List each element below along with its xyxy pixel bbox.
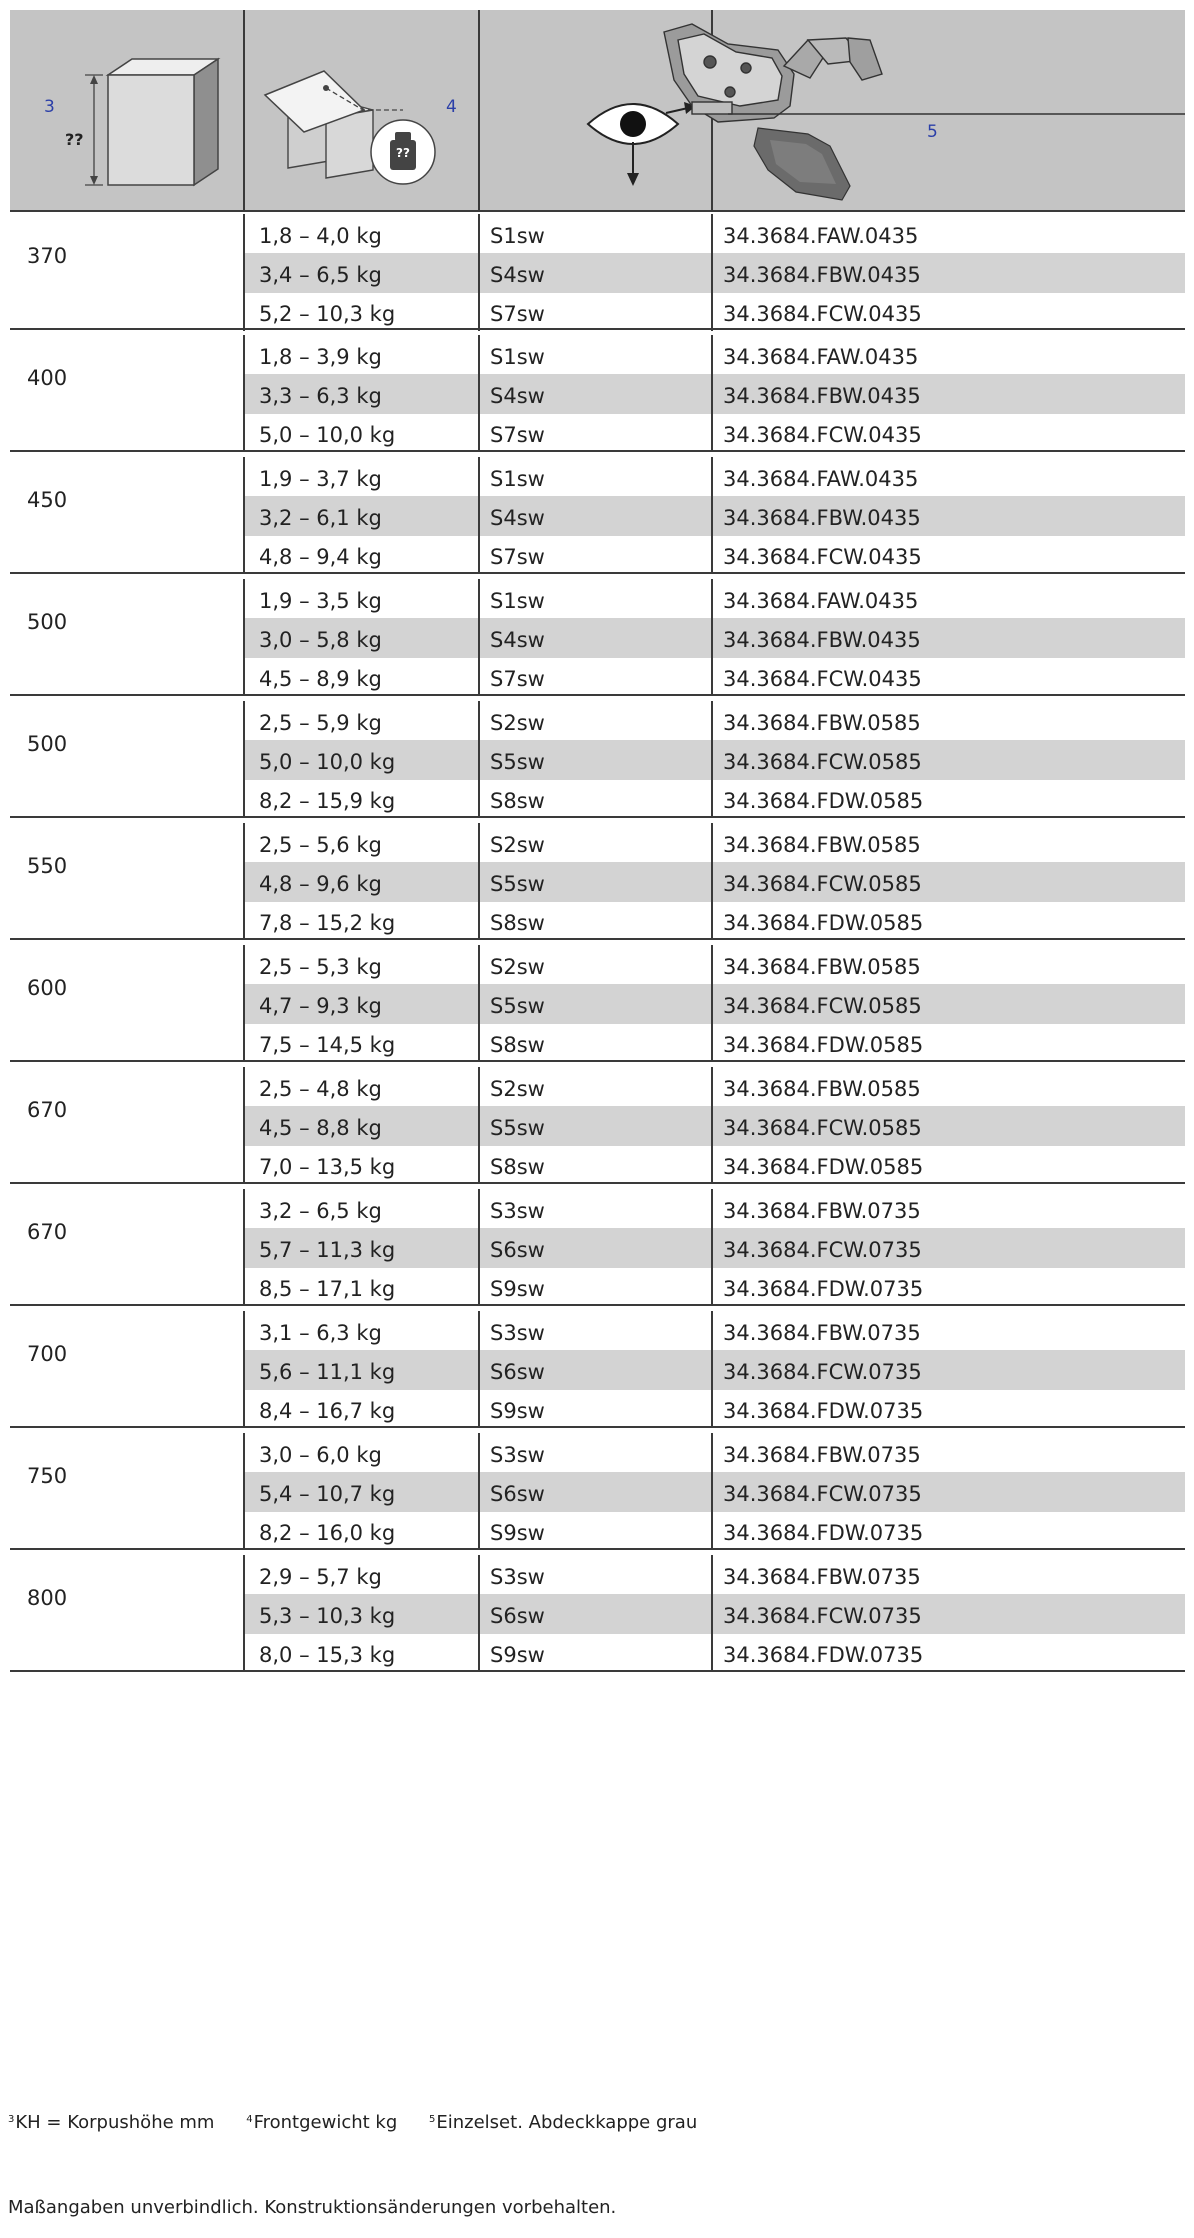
weight-range: 7,0 – 13,5 kg — [259, 1155, 396, 1179]
column-divider — [243, 214, 245, 331]
table-group — [10, 452, 1185, 574]
front-weight-header — [243, 10, 478, 210]
article-number: 34.3684.FDW.0585 — [723, 911, 924, 935]
table-group — [10, 1550, 1185, 1672]
column-divider — [243, 1433, 245, 1550]
table-group — [10, 1184, 1185, 1306]
article-number: 34.3684.FBW.0435 — [723, 506, 921, 530]
table-group — [10, 818, 1185, 940]
cabinet-box-icon — [10, 10, 243, 210]
article-number: 34.3684.FCW.0735 — [723, 1360, 922, 1384]
weight-range: 8,4 – 16,7 kg — [259, 1399, 396, 1423]
fitting-drawing — [478, 10, 1185, 210]
table-row — [243, 862, 1185, 902]
column-divider — [243, 579, 245, 696]
fitting-type: S2sw — [490, 955, 545, 979]
cabinet-height-value: 550 — [27, 854, 68, 878]
fitting-type: S9sw — [490, 1399, 545, 1423]
article-number: 34.3684.FCW.0735 — [723, 1604, 922, 1628]
cabinet-height-value: 370 — [27, 244, 68, 268]
box-height-label: ?? — [65, 130, 84, 149]
table-group — [10, 1306, 1185, 1428]
table-row — [243, 1555, 1185, 1595]
footnote-5: $^5$Einzelset. Abdeckkappe grau — [429, 2112, 698, 2133]
fitting-type: S2sw — [490, 1077, 545, 1101]
column-divider — [711, 1555, 713, 1672]
column-divider — [478, 1189, 480, 1306]
fitting-type: S3sw — [490, 1199, 545, 1223]
fitting-header — [478, 10, 1185, 210]
cabinet-height-value: 500 — [27, 732, 68, 756]
article-number: 34.3684.FBW.0735 — [723, 1321, 921, 1345]
article-number: 34.3684.FCW.0585 — [723, 994, 922, 1018]
table-row — [243, 1433, 1185, 1473]
table-row — [243, 292, 1185, 332]
weight-range: 3,0 – 6,0 kg — [259, 1443, 382, 1467]
column-divider — [711, 701, 713, 818]
column-divider — [711, 1433, 713, 1550]
column-divider — [243, 701, 245, 818]
cabinet-height-value: 450 — [27, 488, 68, 512]
article-number: 34.3684.FBW.0435 — [723, 384, 921, 408]
table-row — [243, 1067, 1185, 1107]
fitting-type: S1sw — [490, 589, 545, 613]
weight-range: 8,2 – 16,0 kg — [259, 1521, 396, 1545]
column-divider — [478, 1311, 480, 1428]
weight-range: 4,8 – 9,4 kg — [259, 545, 382, 569]
column-divider — [711, 1311, 713, 1428]
fitting-type: S8sw — [490, 789, 545, 813]
table-row — [243, 901, 1185, 941]
column-divider — [243, 945, 245, 1062]
fitting-type: S3sw — [490, 1565, 545, 1589]
column-divider — [243, 1067, 245, 1184]
fitting-type: S4sw — [490, 384, 545, 408]
weight-range: 3,3 – 6,3 kg — [259, 384, 382, 408]
article-number: 34.3684.FDW.0735 — [723, 1277, 924, 1301]
table-row — [243, 984, 1185, 1024]
weight-range: 2,5 – 5,9 kg — [259, 711, 382, 735]
column-divider — [243, 335, 245, 452]
weight-range: 7,8 – 15,2 kg — [259, 911, 396, 935]
table-row — [243, 579, 1185, 619]
table-group — [10, 330, 1185, 452]
column-divider — [478, 335, 480, 452]
weight-range: 5,0 – 10,0 kg — [259, 423, 396, 447]
table-row — [243, 1145, 1185, 1185]
table-row — [243, 413, 1185, 453]
article-number: 34.3684.FBW.0435 — [723, 628, 921, 652]
column-divider — [711, 1067, 713, 1184]
column-divider — [711, 335, 713, 452]
table-row — [243, 657, 1185, 697]
fitting-type: S7sw — [490, 302, 545, 326]
weight-range: 3,1 – 6,3 kg — [259, 1321, 382, 1345]
table-row — [243, 1511, 1185, 1551]
article-number: 34.3684.FAW.0435 — [723, 589, 919, 613]
column-divider — [243, 823, 245, 940]
fitting-mechanism — [664, 24, 882, 122]
column-divider — [711, 1189, 713, 1306]
fitting-type: S7sw — [490, 667, 545, 691]
table-group — [10, 940, 1185, 1062]
table-group — [10, 1062, 1185, 1184]
article-number: 34.3684.FDW.0735 — [723, 1521, 924, 1545]
footnote-3: $^3$KH = Korpushöhe mm — [8, 2112, 215, 2133]
fitting-type: S7sw — [490, 423, 545, 447]
article-number: 34.3684.FCW.0435 — [723, 667, 922, 691]
table-row — [243, 1311, 1185, 1351]
article-number: 34.3684.FCW.0435 — [723, 545, 922, 569]
article-number: 34.3684.FBW.0585 — [723, 1077, 921, 1101]
weight-range: 8,0 – 15,3 kg — [259, 1643, 396, 1667]
table-row — [243, 823, 1185, 863]
table-row — [243, 1633, 1185, 1673]
fitting-type: S1sw — [490, 467, 545, 491]
table-row — [243, 618, 1185, 658]
column-divider — [711, 214, 713, 331]
column-divider — [478, 579, 480, 696]
fitting-type: S5sw — [490, 1116, 545, 1140]
article-number: 34.3684.FCW.0585 — [723, 872, 922, 896]
article-number: 34.3684.FAW.0435 — [723, 345, 919, 369]
table-row — [243, 1389, 1185, 1429]
fitting-type: S4sw — [490, 263, 545, 287]
fitting-type: S8sw — [490, 1033, 545, 1057]
article-number: 34.3684.FBW.0735 — [723, 1565, 921, 1589]
fitting-type: S3sw — [490, 1321, 545, 1345]
column-divider — [711, 579, 713, 696]
weight-range: 5,0 – 10,0 kg — [259, 750, 396, 774]
weight-range: 5,3 – 10,3 kg — [259, 1604, 396, 1628]
article-number: 34.3684.FDW.0735 — [723, 1643, 924, 1667]
cabinet-height-value: 400 — [27, 366, 68, 390]
column-divider — [711, 945, 713, 1062]
article-number: 34.3684.FBW.0735 — [723, 1443, 921, 1467]
article-number: 34.3684.FBW.0585 — [723, 833, 921, 857]
weight-range: 2,5 – 5,6 kg — [259, 833, 382, 857]
table-row — [243, 457, 1185, 497]
article-number: 34.3684.FCW.0585 — [723, 1116, 922, 1140]
table-group — [10, 574, 1185, 696]
article-number: 34.3684.FCW.0735 — [723, 1238, 922, 1262]
column-divider — [711, 457, 713, 574]
cabinet-flap-icon — [243, 10, 478, 210]
fitting-type: S8sw — [490, 1155, 545, 1179]
weight-range: 3,4 – 6,5 kg — [259, 263, 382, 287]
table-row — [243, 1023, 1185, 1063]
cabinet-height-value: 600 — [27, 976, 68, 1000]
article-number: 34.3684.FDW.0585 — [723, 789, 924, 813]
column-divider — [478, 1555, 480, 1672]
column-divider — [711, 823, 713, 940]
cabinet-height-value: 670 — [27, 1098, 68, 1122]
table-row — [243, 779, 1185, 819]
weight-range: 2,5 – 4,8 kg — [259, 1077, 382, 1101]
article-number: 34.3684.FBW.0735 — [723, 1199, 921, 1223]
column-divider — [478, 1433, 480, 1550]
article-number: 34.3684.FDW.0585 — [723, 1155, 924, 1179]
weight-range: 8,2 – 15,9 kg — [259, 789, 396, 813]
article-number: 34.3684.FBW.0435 — [723, 263, 921, 287]
article-number: 34.3684.FDW.0585 — [723, 1033, 924, 1057]
fitting-type: S9sw — [490, 1277, 545, 1301]
column-divider — [478, 214, 480, 331]
article-number: 34.3684.FBW.0585 — [723, 955, 921, 979]
column-divider — [243, 1555, 245, 1672]
weight-range: 8,5 – 17,1 kg — [259, 1277, 396, 1301]
table-row — [243, 1106, 1185, 1146]
table-row — [243, 253, 1185, 293]
weight-range: 1,9 – 3,5 kg — [259, 589, 382, 613]
weight-range: 4,7 – 9,3 kg — [259, 994, 382, 1018]
table-group — [10, 696, 1185, 818]
weight-range: 3,2 – 6,5 kg — [259, 1199, 382, 1223]
article-number: 34.3684.FCW.0435 — [723, 423, 922, 447]
weight-range: 4,8 – 9,6 kg — [259, 872, 382, 896]
table-row — [243, 1189, 1185, 1229]
callout-5: 5 — [927, 122, 938, 142]
column-divider — [478, 945, 480, 1062]
column-divider — [243, 1189, 245, 1306]
table-row — [243, 740, 1185, 780]
disclaimer: Maßangaben unverbindlich. Konstruktionsänderungen vorbehalten. — [8, 2197, 617, 2218]
fitting-type: S2sw — [490, 833, 545, 857]
table-row — [243, 335, 1185, 375]
weight-range: 3,0 – 5,8 kg — [259, 628, 382, 652]
fitting-type: S6sw — [490, 1360, 545, 1384]
article-number: 34.3684.FAW.0435 — [723, 467, 919, 491]
table-group — [10, 212, 1185, 330]
weight-range: 2,5 – 5,3 kg — [259, 955, 382, 979]
cabinet-height-value: 700 — [27, 1342, 68, 1366]
table-row — [243, 1228, 1185, 1268]
table-row — [243, 214, 1185, 254]
column-divider — [478, 823, 480, 940]
weight-range: 7,5 – 14,5 kg — [259, 1033, 396, 1057]
cabinet-height-value: 500 — [27, 610, 68, 634]
column-divider — [478, 1067, 480, 1184]
cabinet-height-value: 670 — [27, 1220, 68, 1244]
article-number: 34.3684.FBW.0585 — [723, 711, 921, 735]
spec-table — [10, 10, 1185, 1672]
table-row — [243, 1594, 1185, 1634]
table-row — [243, 1350, 1185, 1390]
table-row — [243, 1267, 1185, 1307]
weight-range: 2,9 – 5,7 kg — [259, 1565, 382, 1589]
table-row — [243, 374, 1185, 414]
footnote-4: $^4$Frontgewicht kg — [246, 2112, 398, 2133]
weight-range: 5,6 – 11,1 kg — [259, 1360, 396, 1384]
footnotes — [8, 2112, 723, 2133]
column-divider — [243, 1311, 245, 1428]
weight-range: 3,2 – 6,1 kg — [259, 506, 382, 530]
cabinet-height-value: 800 — [27, 1586, 68, 1610]
fitting-type: S5sw — [490, 994, 545, 1018]
fitting-type: S6sw — [490, 1482, 545, 1506]
fitting-type: S1sw — [490, 345, 545, 369]
fitting-type: S7sw — [490, 545, 545, 569]
weight-range: 5,2 – 10,3 kg — [259, 302, 396, 326]
fitting-type: S6sw — [490, 1238, 545, 1262]
weight-range: 1,8 – 4,0 kg — [259, 224, 382, 248]
fitting-type: S9sw — [490, 1643, 545, 1667]
weight-range: 1,9 – 3,7 kg — [259, 467, 382, 491]
fitting-type: S4sw — [490, 628, 545, 652]
callout-3: 3 — [44, 97, 55, 117]
fitting-type: S1sw — [490, 224, 545, 248]
weight-range: 5,4 – 10,7 kg — [259, 1482, 396, 1506]
fitting-type: S8sw — [490, 911, 545, 935]
column-divider — [478, 457, 480, 574]
fitting-type: S2sw — [490, 711, 545, 735]
fitting-type: S6sw — [490, 1604, 545, 1628]
column-divider — [243, 457, 245, 574]
column-divider — [478, 701, 480, 818]
weight-range: 4,5 – 8,9 kg — [259, 667, 382, 691]
table-row — [243, 496, 1185, 536]
article-number: 34.3684.FCW.0435 — [723, 302, 922, 326]
table-header — [10, 10, 1185, 212]
callout-4: 4 — [446, 97, 457, 117]
weight-range: 5,7 – 11,3 kg — [259, 1238, 396, 1262]
table-row — [243, 945, 1185, 985]
table-row — [243, 535, 1185, 575]
table-group — [10, 1428, 1185, 1550]
eye-icon — [588, 104, 678, 186]
fitting-type: S3sw — [490, 1443, 545, 1467]
fitting-type: S4sw — [490, 506, 545, 530]
fitting-type: S5sw — [490, 750, 545, 774]
article-number: 34.3684.FCW.0585 — [723, 750, 922, 774]
table-row — [243, 701, 1185, 741]
weight-label: ?? — [396, 146, 410, 160]
table-row — [243, 1472, 1185, 1512]
cabinet-height-header — [10, 10, 243, 210]
weight-range: 1,8 – 3,9 kg — [259, 345, 382, 369]
fitting-type: S9sw — [490, 1521, 545, 1545]
article-number: 34.3684.FCW.0735 — [723, 1482, 922, 1506]
cabinet-height-value: 750 — [27, 1464, 68, 1488]
fitting-type: S5sw — [490, 872, 545, 896]
article-number: 34.3684.FAW.0435 — [723, 224, 919, 248]
article-number: 34.3684.FDW.0735 — [723, 1399, 924, 1423]
weight-range: 4,5 – 8,8 kg — [259, 1116, 382, 1140]
